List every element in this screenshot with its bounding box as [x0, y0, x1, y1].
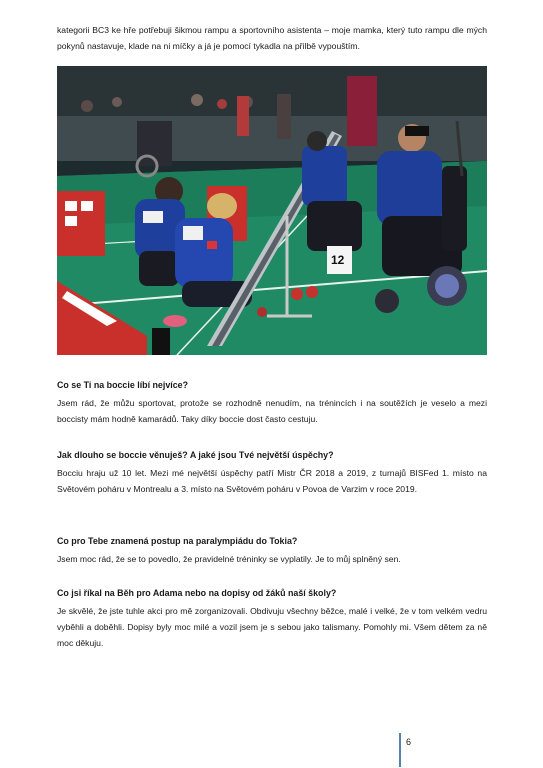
question-heading-1: Co se Ti na boccie líbí nejvíce? — [57, 380, 189, 390]
answer-paragraph-1: Jsem rád, že můžu sportovat, protože se rozhodně nenudím, na trénincích i na soutěžích je veselo a mezi boccisty mám hodně kamarádů. Taky díky boccie dost často cestuju. — [57, 398, 487, 424]
answer-paragraph-2: Bocciu hraju už 10 let. Mezi mé největší úspěchy patří Mistr ČR 2018 a 2019, z turnajů BISFed 1. místo na Světovém poháru v Montrealu a 3. místo na Světovém poháru v Povoa de Varzim v roce 2019. — [57, 468, 487, 494]
question-heading-3: Co pro Tebe znamená postup na paralympiádu do Tokia? — [57, 536, 298, 546]
player-number-label: 12 — [331, 253, 345, 267]
answer-paragraph-4: Je skvělé, že jste tuhle akci pro mě zorganizovali. Obdivuju všechny běžce, malé i velké, že v tom velkém vedru vyběhli a doběhli. Dopisy byly moc milé a vozil jsem je s sebou jako talismany. Pomohly mi. Všem dětem za ně moc děkuju. — [57, 606, 487, 648]
answer-paragraph-3: Jsem moc rád, že se to povedlo, že pravidelné tréninky se vyplatily. Je to můj splněný sen. — [57, 554, 401, 564]
question-heading-4: Co jsi říkal na Běh pro Adama nebo na dopisy od žáků naší školy? — [57, 588, 337, 598]
page-number: 6 — [406, 737, 412, 747]
boccia-photo — [57, 66, 487, 355]
intro-paragraph: kategorii BC3 ke hře potřebuji šikmou rampu a sportovního asistenta – moje mamka, který tuto rampu dle mých pokynů nastavuje, klade na ni míčky a já je pomocí tykadla na přilbě vypouštím. — [57, 25, 487, 51]
footer-divider — [399, 733, 401, 767]
question-heading-2: Jak dlouho se boccie věnuješ? A jaké jsou Tvé největší úspěchy? — [57, 450, 334, 460]
